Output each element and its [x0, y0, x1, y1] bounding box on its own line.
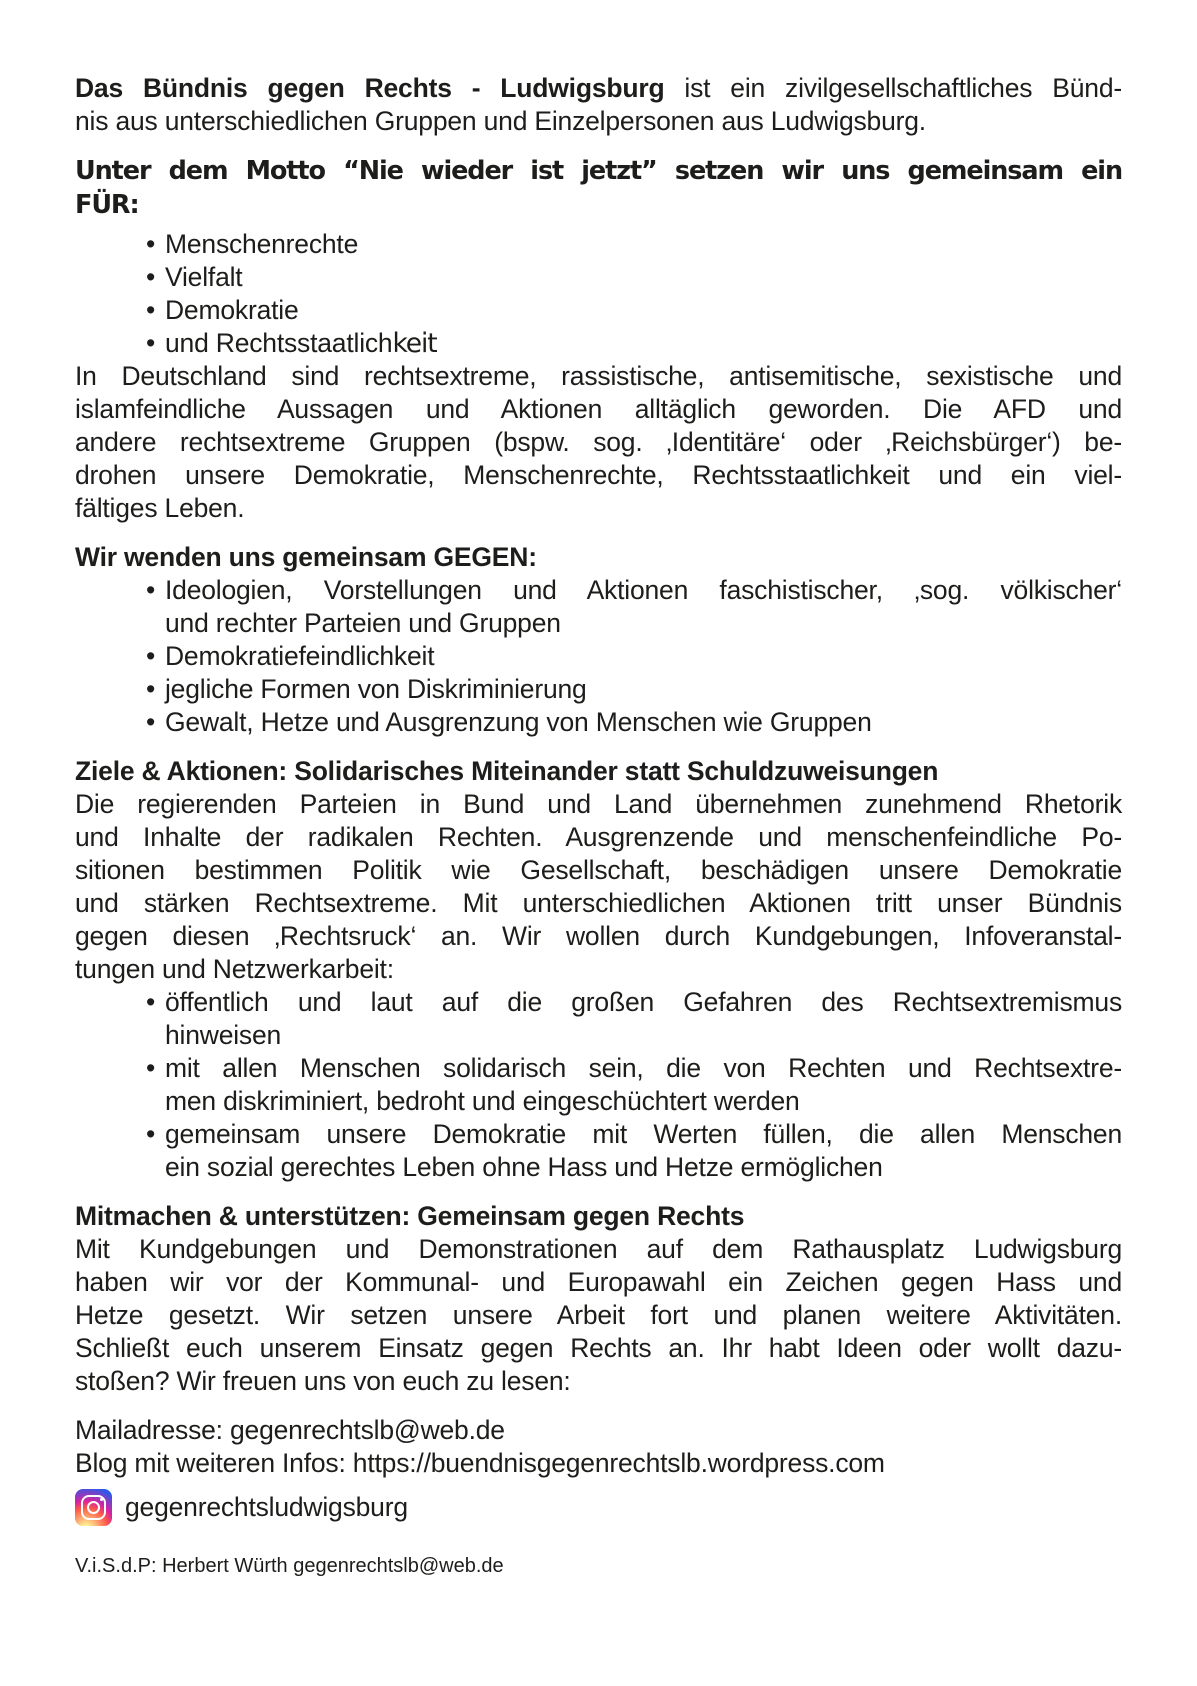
bullet-icon: • [146, 641, 156, 671]
text-line [75, 920, 1122, 953]
text-segment: Ziele & Aktionen: Solidarisches Miteinander statt Schuldzuweisungen [75, 756, 939, 786]
text-segment: jegliche Formen von Diskriminierung [165, 674, 587, 704]
text-segment: fältiges Leben. [75, 493, 245, 523]
list-item [75, 1118, 1122, 1184]
text-segment: ein sozial gerechtes Leben ohne Hass und Hetze ermöglichen [165, 1152, 883, 1182]
list-item [75, 228, 1122, 261]
text-segment: Menschenrechte [165, 229, 359, 259]
list-item-text [165, 1118, 1122, 1184]
text-segment: tungen und Netzwerkarbeit: [75, 954, 394, 984]
imprint-footer: V.i.S.d.P: Herbert Würth gegenrechtslb@web.de [75, 1555, 504, 1577]
text-line [165, 986, 1122, 1019]
text-line [75, 755, 1122, 788]
text-line [165, 1019, 1122, 1052]
instagram-icon [75, 1489, 112, 1526]
text-line [75, 105, 1122, 138]
list-item [75, 574, 1122, 640]
text-segment: nis aus unterschiedlichen Gruppen und Einzelpersonen aus Ludwigsburg. [75, 106, 926, 136]
text-line [165, 706, 1122, 739]
text-segment: stoßen? Wir freuen uns von euch zu lesen: [75, 1366, 571, 1396]
list-item-text [165, 327, 1122, 360]
list-item [75, 294, 1122, 327]
instagram-flash-dot [100, 1498, 104, 1502]
list-item-text [165, 574, 1122, 640]
text-segment: öffentlich und laut auf die großen Gefahren des Rechtsextremismus [165, 987, 1122, 1017]
text-segment: und stärken Rechtsextreme. Mit unterschiedlichen Aktionen tritt unser Bündnis [75, 888, 1122, 918]
text-segment: men diskriminiert, bedroht und eingeschüchtert werden [165, 1086, 800, 1116]
instagram-handle: gegenrechtsludwigsburg [125, 1491, 408, 1522]
bullet-icon: • [146, 674, 156, 704]
text-segment: keit [392, 328, 437, 359]
intro-paragraph [75, 72, 1122, 138]
list-item-text [165, 986, 1122, 1052]
document-body [75, 72, 1122, 1398]
instagram-line [75, 1485, 1122, 1529]
ziele-heading [75, 755, 1122, 788]
list-item [75, 1052, 1122, 1118]
text-line [75, 393, 1122, 426]
list-item-text [165, 294, 1122, 327]
bullet-icon: • [146, 328, 156, 358]
list-item [75, 640, 1122, 673]
text-segment: Demokratiefeindlichkeit [165, 641, 435, 671]
ziele-paragraph [75, 788, 1122, 986]
text-line [165, 1151, 1122, 1184]
text-line [75, 1200, 1122, 1233]
bullet-icon: • [146, 229, 156, 259]
text-segment: Vielfalt [165, 262, 243, 292]
text-line [75, 1233, 1122, 1266]
text-segment: Hetze gesetzt. Wir setzen unsere Arbeit fort und planen weitere Aktivitäten. [75, 1300, 1122, 1330]
text-segment: Die regierenden Parteien in Bund und Land übernehmen zunehmend Rhetorik [75, 789, 1122, 819]
text-segment: sitionen bestimmen Politik wie Gesellschaft, beschädigen unsere Demokratie [75, 855, 1122, 885]
text-segment: Mit Kundgebungen und Demonstrationen auf dem Rathausplatz Ludwigsburg [75, 1234, 1122, 1264]
mail-text: Mailadresse: gegenrechtslb@web.de [75, 1415, 505, 1445]
text-line [75, 459, 1122, 492]
fuer-list [75, 228, 1122, 360]
list-item-text [165, 706, 1122, 739]
mail-line [75, 1414, 1122, 1447]
text-line [165, 1085, 1122, 1118]
text-segment: Ideologien, Vorstellungen und Aktionen faschistischer, ‚sog. völkischer‘ [165, 575, 1122, 605]
text-line [75, 821, 1122, 854]
aktionen-list [75, 986, 1122, 1184]
mitmachen-paragraph [75, 1233, 1122, 1398]
text-line [75, 887, 1122, 920]
text-segment: islamfeindliche Aussagen und Aktionen alltäglich geworden. Die AFD und [75, 394, 1122, 424]
text-line [165, 327, 1122, 360]
text-segment: und Rechtsstaatlich [165, 328, 393, 358]
text-line [75, 1299, 1122, 1332]
text-line [75, 360, 1122, 393]
text-segment: hinweisen [165, 1020, 282, 1050]
bullet-icon: • [146, 1053, 156, 1083]
text-line [75, 1266, 1122, 1299]
contact-block [75, 1414, 1122, 1529]
text-line [165, 574, 1122, 607]
bullet-icon: • [146, 295, 156, 325]
bullet-icon: • [146, 575, 156, 605]
bullet-icon: • [146, 707, 156, 737]
text-line [75, 788, 1122, 821]
list-item [75, 986, 1122, 1052]
text-segment: andere rechtsextreme Gruppen (bspw. sog. ‚Identitäre‘ oder ‚Reichsbürger‘) be- [75, 427, 1122, 457]
text-segment: ist ein zivilgesellschaftliches Bünd- [664, 73, 1122, 103]
text-segment: Wir wenden uns gemeinsam GEGEN: [75, 542, 537, 572]
text-segment: Das Bündnis gegen Rechts - Ludwigsburg [75, 73, 665, 103]
text-line [75, 188, 1122, 222]
text-segment: Unter dem Motto “Nie wieder ist jetzt” setzen wir uns gemeinsam ein [75, 156, 1122, 186]
text-line [165, 1118, 1122, 1151]
text-segment: gegen diesen ‚Rechtsruck‘ an. Wir wollen durch Kundgebungen, Infoveranstal- [75, 921, 1122, 951]
text-line [75, 854, 1122, 887]
text-segment: Demokratie [165, 295, 299, 325]
text-segment: In Deutschland sind rechtsextreme, rassistische, antisemitische, sexistische und [75, 361, 1122, 391]
mitmachen-heading [75, 1200, 1122, 1233]
blog-line [75, 1447, 1122, 1480]
bullet-icon: • [146, 987, 156, 1017]
list-item-text [165, 1052, 1122, 1118]
text-line [165, 228, 1122, 261]
bullet-icon: • [146, 1119, 156, 1149]
list-item-text [165, 673, 1122, 706]
text-segment: Gewalt, Hetze und Ausgrenzung von Menschen wie Gruppen [165, 707, 872, 737]
list-item [75, 327, 1122, 360]
text-segment: FÜR: [75, 190, 139, 220]
text-line [75, 426, 1122, 459]
text-line [75, 154, 1122, 188]
text-line [75, 541, 1122, 574]
text-line [165, 607, 1122, 640]
list-item [75, 261, 1122, 294]
text-segment: Schließt euch unserem Einsatz gegen Rechts an. Ihr habt Ideen oder wollt dazu- [75, 1333, 1122, 1363]
text-line [75, 1365, 1122, 1398]
text-line [165, 294, 1122, 327]
text-line [75, 1332, 1122, 1365]
gegen-list [75, 574, 1122, 739]
list-item [75, 706, 1122, 739]
text-line [75, 953, 1122, 986]
motto-heading [75, 154, 1122, 222]
text-segment: Mitmachen & unterstützen: Gemeinsam gegen Rechts [75, 1201, 745, 1231]
text-line [165, 261, 1122, 294]
list-item-text [165, 261, 1122, 294]
text-segment: mit allen Menschen solidarisch sein, die von Rechten und Rechtsextre- [165, 1053, 1122, 1083]
gegen-heading [75, 541, 1122, 574]
blog-url-text: Blog mit weiteren Infos: https://buendnisgegenrechtslb.wordpress.com [75, 1448, 885, 1478]
list-item [75, 673, 1122, 706]
list-item-text [165, 640, 1122, 673]
text-line [75, 72, 1122, 105]
text-segment: gemeinsam unsere Demokratie mit Werten füllen, die allen Menschen [165, 1119, 1122, 1149]
bullet-icon: • [146, 262, 156, 292]
text-segment: drohen unsere Demokratie, Menschenrechte, Rechtsstaatlichkeit und ein viel- [75, 460, 1122, 490]
text-segment: haben wir vor der Kommunal- und Europawahl ein Zeichen gegen Hass und [75, 1267, 1122, 1297]
text-line [165, 673, 1122, 706]
text-line [165, 640, 1122, 673]
instagram-lens [87, 1501, 100, 1514]
text-line [75, 492, 1122, 525]
deutschland-paragraph [75, 360, 1122, 525]
text-segment: und Inhalte der radikalen Rechten. Ausgrenzende und menschenfeindliche Po- [75, 822, 1122, 852]
list-item-text [165, 228, 1122, 261]
text-segment: und rechter Parteien und Gruppen [165, 608, 561, 638]
text-line [165, 1052, 1122, 1085]
